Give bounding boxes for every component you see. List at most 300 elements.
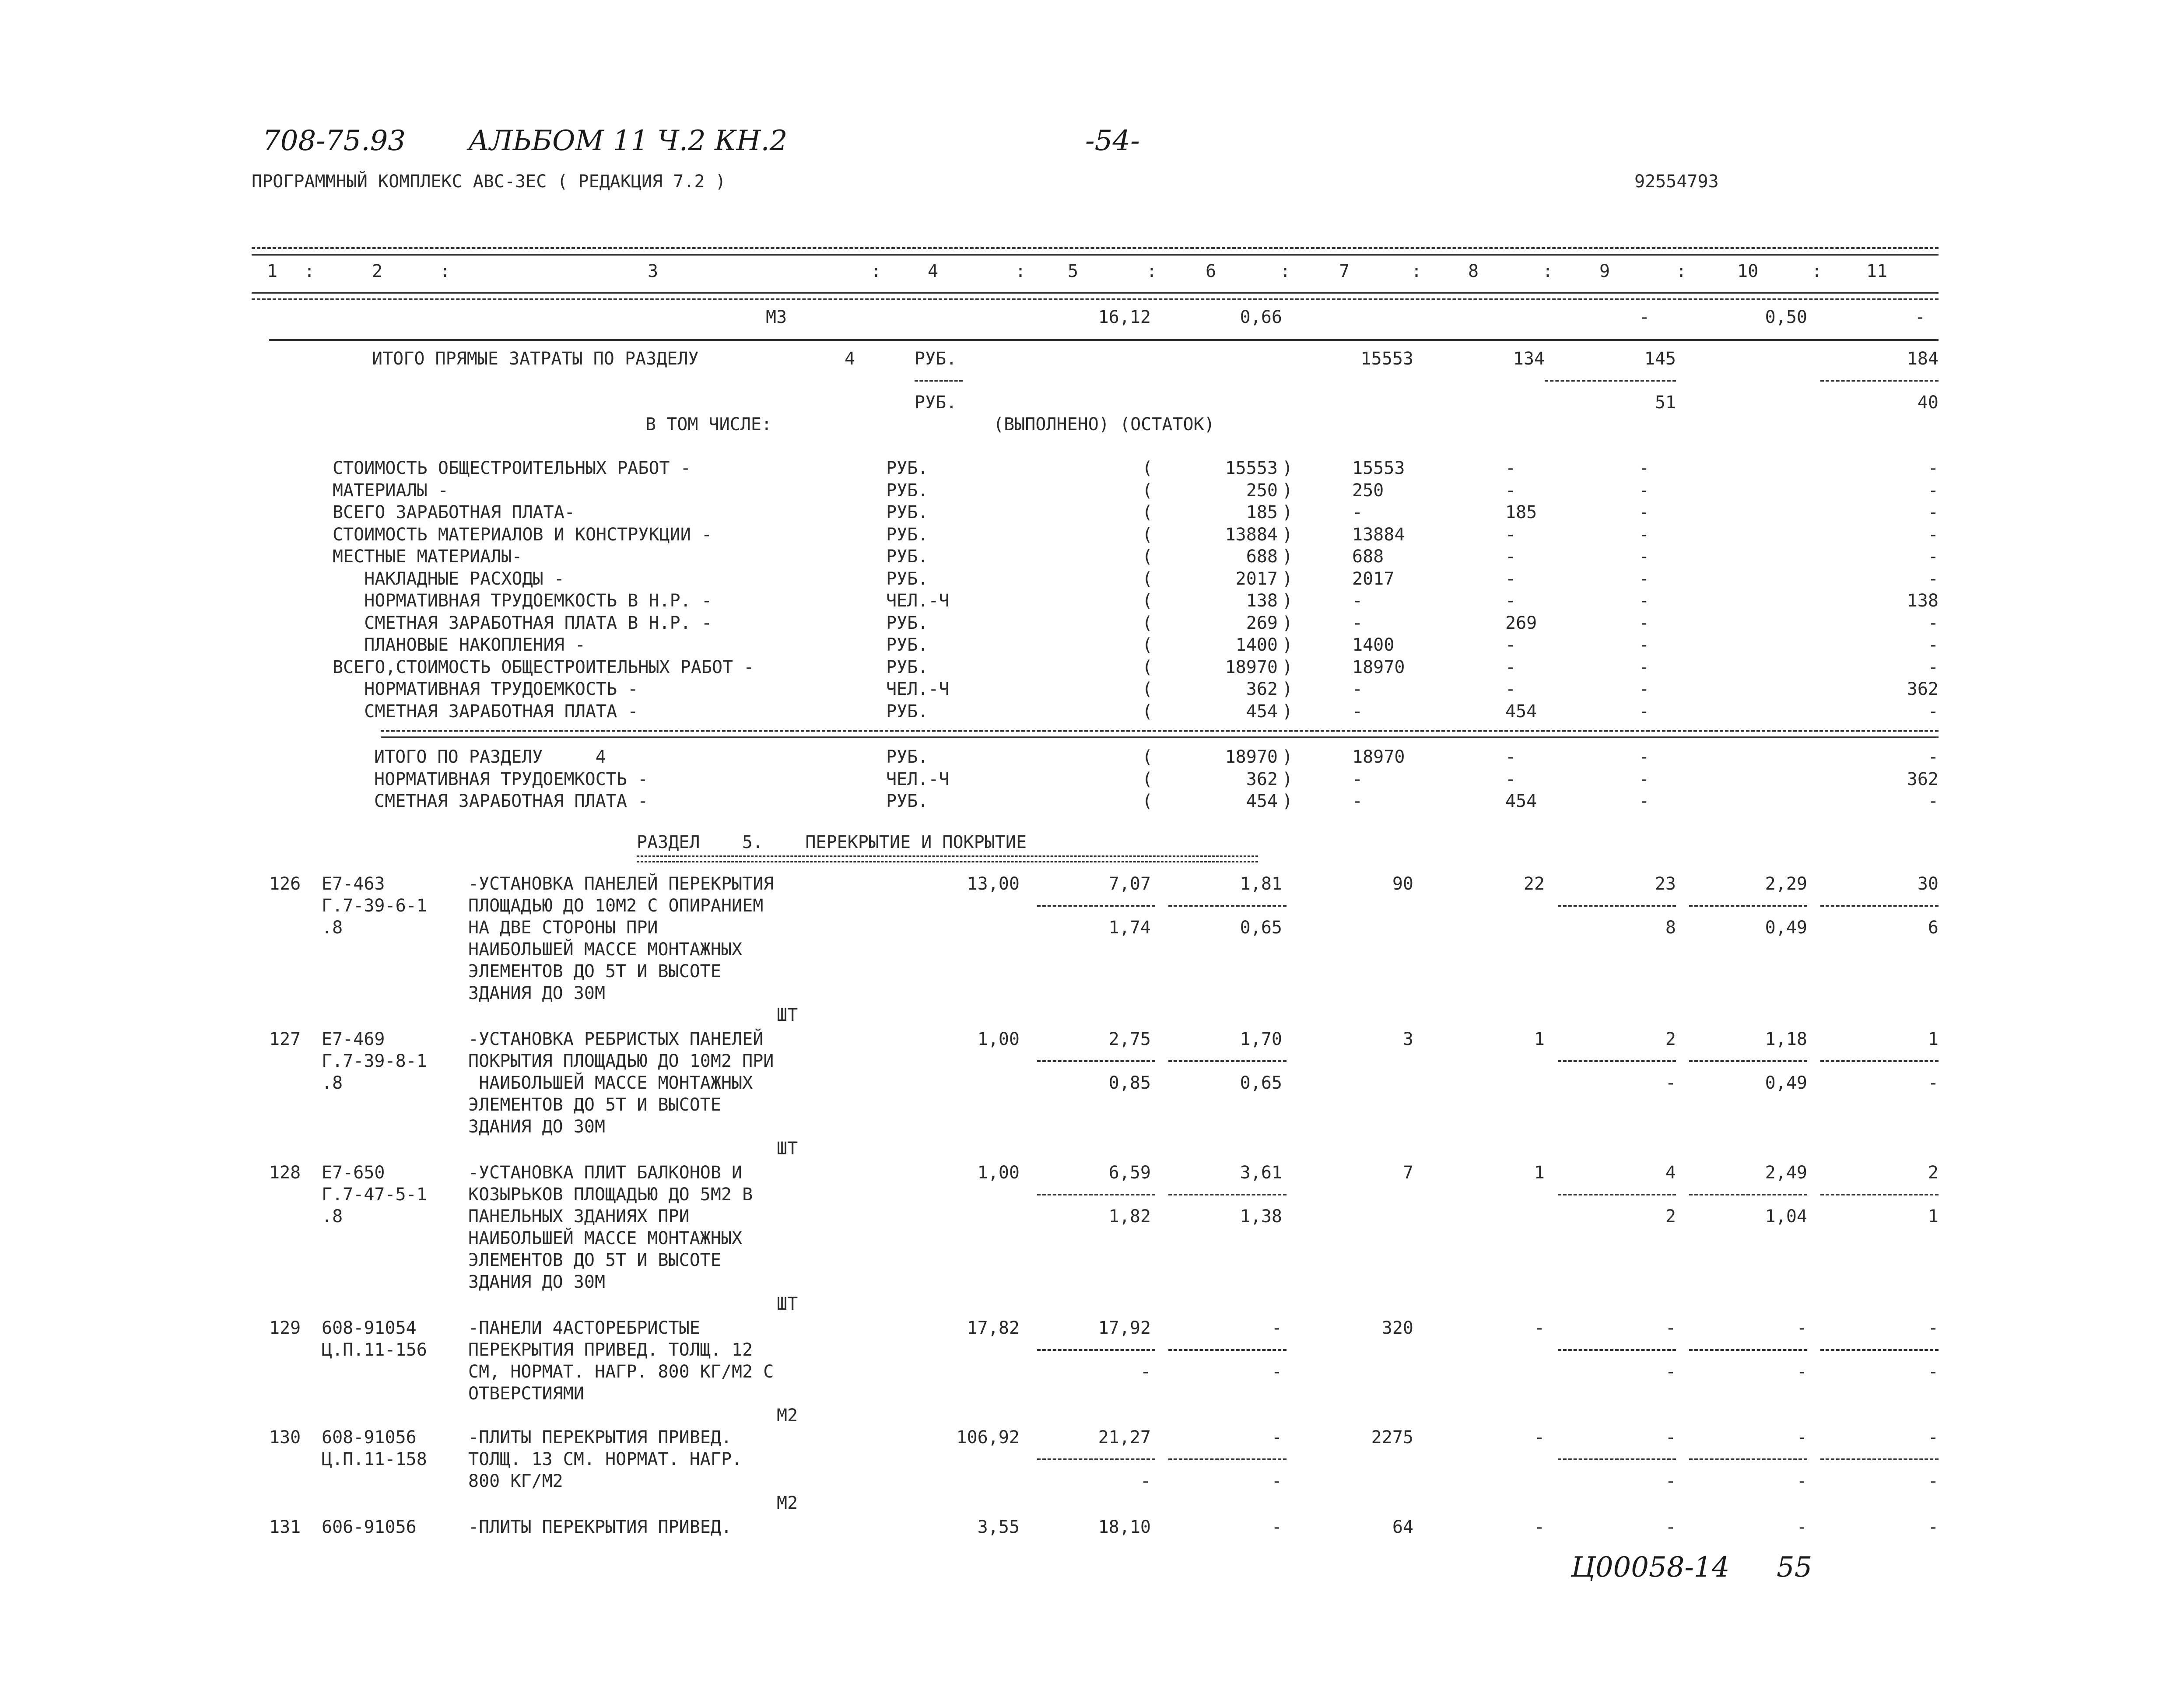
program-title: ПРОГРАММНЫЙ КОМПЛЕКС АВС-3ЕС ( РЕДАКЦИЯ 7.2 ) [252,172,726,192]
item-c10-rule [1689,1458,1807,1460]
cost-unit: РУБ. [886,747,929,767]
item-code-3: .8 [322,1073,343,1093]
item-c9: - [1665,1427,1676,1448]
item-description-line: ЗДАНИЯ ДО 30М [468,1117,606,1137]
cost-c11: - [1928,657,1939,677]
item-description-line: -ПЛИТЫ ПЕРЕКРЫТИЯ ПРИВЕД. [468,1517,732,1537]
section-total-rule-2 [381,736,1939,738]
item-code-3: .8 [322,918,343,938]
item-c10: 2,49 [1765,1163,1807,1183]
item-code-2: Г.7-39-6-1 [322,896,427,916]
item-c9-rule [1558,1194,1676,1195]
item-c11: - [1928,1318,1939,1338]
item-c11-labor: 1 [1928,1206,1939,1227]
item-c9-rule [1558,1458,1676,1460]
cost-c7: 688 [1352,547,1384,567]
cost-c9: - [1639,657,1650,677]
item-c10-labor: 0,49 [1765,918,1807,938]
section4-total-unit: РУБ. [915,349,957,369]
item-c7: 3 [1402,1029,1413,1049]
item-c9: 4 [1665,1163,1676,1183]
cost-label: НОРМАТИВНАЯ ТРУДОЕМКОСТЬ В Н.Р. - [333,591,712,611]
cost-c8: 185 [1505,502,1537,522]
item-code: Е7-469 [322,1029,385,1049]
item-c11: 30 [1917,874,1939,894]
item-quantity: 17,82 [967,1318,1020,1338]
section-total-rule [381,730,1939,732]
cost-c9: - [1639,769,1650,789]
cost-c11: - [1928,502,1939,522]
item-description-line: -УСТАНОВКА РЕБРИСТЫХ ПАНЕЛЕЙ [468,1029,764,1049]
item-code-3: .8 [322,1206,343,1227]
paren-close: ) [1282,524,1293,545]
paren-close: ) [1282,568,1293,589]
cost-c9: - [1639,591,1650,611]
item-unit: М2 [777,1406,798,1426]
c11-rule [1820,380,1939,382]
item-c9-rule [1558,1060,1676,1062]
carryover-c9: - [1639,307,1650,327]
item-c10-rule [1689,905,1807,907]
cost-c9: - [1639,458,1650,478]
section5-title-underline [637,855,1258,862]
cost-c9: - [1639,524,1650,545]
item-c6-rule [1168,1194,1287,1195]
item-number: 128 [269,1163,301,1183]
item-code-2: Г.7-47-5-1 [322,1185,427,1205]
item-description-line: ЭЛЕМЕНТОВ ДО 5Т И ВЫСОТЕ [468,1250,721,1270]
item-description-line: ПАНЕЛЬНЫХ ЗДАНИЯХ ПРИ [468,1206,690,1227]
item-c6: 3,61 [1240,1163,1282,1183]
item-c6-labor: - [1271,1362,1282,1382]
item-c10: 1,18 [1765,1029,1807,1049]
cost-c9: - [1639,613,1650,633]
item-description-line: 800 КГ/М2 [468,1471,563,1491]
item-c11: 2 [1928,1163,1939,1183]
handwritten-document-code: 708-75.93 [263,125,406,157]
item-c6-labor: 1,38 [1240,1206,1282,1227]
cost-unit: РУБ. [886,458,929,478]
item-c9-rule [1558,905,1676,907]
item-code: 606-91056 [322,1517,417,1537]
section4-total-c9: 145 [1644,349,1676,369]
column-header-3: 3 [648,261,659,281]
item-c7: 2275 [1371,1427,1413,1448]
item-description-line: ЭЛЕМЕНТОВ ДО 5Т И ВЫСОТЕ [468,961,721,981]
item-unit: М2 [777,1493,798,1513]
item-code-2: Ц.П.11-158 [322,1449,427,1469]
item-c11-labor: - [1928,1471,1939,1491]
cost-c7: - [1352,679,1363,699]
section4-total-c7: 15553 [1360,349,1413,369]
column-header-5: 5 [1068,261,1079,281]
cost-c11: 138 [1907,591,1939,611]
item-c10-labor: 0,49 [1765,1073,1807,1093]
cost-label: МЕСТНЫЕ МАТЕРИАЛЫ- [333,547,522,567]
item-c10: - [1796,1427,1807,1448]
item-c10: - [1796,1517,1807,1537]
item-c6: - [1271,1318,1282,1338]
item-c11: - [1928,1517,1939,1537]
item-code-2: Ц.П.11-156 [322,1340,427,1360]
cost-c9: - [1639,480,1650,501]
item-c6-rule [1168,1060,1287,1062]
item-c7: 64 [1392,1517,1413,1537]
cost-unit: РУБ. [886,701,929,722]
column-separator: : [304,261,315,281]
cost-c11: - [1928,458,1939,478]
cost-c8: - [1505,591,1516,611]
item-c10-labor: - [1796,1362,1807,1382]
item-c9-labor: 2 [1665,1206,1676,1227]
paren-open: ( [1142,747,1153,767]
item-description-line: ТОЛЩ. 13 СМ. НОРМАТ. НАГР. [468,1449,743,1469]
item-description-line: ПЛОЩАДЬЮ ДО 10М2 С ОПИРАНИЕМ [468,896,764,916]
carryover-rule [269,339,1939,341]
item-c8: - [1534,1427,1545,1448]
item-c9: - [1665,1318,1676,1338]
paren-open: ( [1142,679,1153,699]
cost-c8: - [1505,635,1516,655]
item-c6-rule [1168,1349,1287,1351]
paren-open: ( [1142,701,1153,722]
item-description-line: НАИБОЛЬШЕЙ МАССЕ МОНТАЖНЫХ [468,939,743,960]
item-c5-labor: 1,82 [1108,1206,1151,1227]
item-description-line: -УСТАНОВКА ПАНЕЛЕЙ ПЕРЕКРЫТИЯ [468,874,774,894]
paren-open: ( [1142,591,1153,611]
paren-close: ) [1282,547,1293,567]
handwritten-sheet-number: 55 [1777,1551,1812,1584]
cost-c8: 269 [1505,613,1537,633]
cost-c7: - [1352,701,1363,722]
item-c6: 1,81 [1240,874,1282,894]
column-header-9: 9 [1599,261,1610,281]
cost-done-value: 2017 [1235,568,1278,589]
item-c10-labor: - [1796,1471,1807,1491]
item-c6: - [1271,1517,1282,1537]
handwritten-archive-code: Ц00058-14 [1571,1551,1730,1584]
item-c6-labor: 0,65 [1240,918,1282,938]
item-c10: 2,29 [1765,874,1807,894]
item-code: 608-91054 [322,1318,417,1338]
item-c6-rule [1168,905,1287,907]
cost-done-value: 18970 [1225,747,1278,767]
paren-close: ) [1282,701,1293,722]
item-c9-labor: - [1665,1362,1676,1382]
cost-done-value: 454 [1246,701,1278,722]
cost-label: НАКЛАДНЫЕ РАСХОДЫ - [333,568,564,589]
item-c9-labor: 8 [1665,918,1676,938]
cost-done-value: 18970 [1225,657,1278,677]
paren-open: ( [1142,547,1153,567]
column-header-rule-2 [252,298,1939,300]
item-c11-rule [1820,1194,1939,1195]
cost-label: СТОИМОСТЬ МАТЕРИАЛОВ И КОНСТРУКЦИИ - [333,524,712,545]
section4-total-number: 4 [845,349,855,369]
column-separator: : [1411,261,1422,281]
item-c7: 320 [1381,1318,1413,1338]
column-separator: : [1280,261,1291,281]
paren-open: ( [1142,791,1153,811]
cost-c7: 1400 [1352,635,1395,655]
paren-close: ) [1282,747,1293,767]
paren-close: ) [1282,502,1293,522]
cost-unit: РУБ. [886,657,929,677]
cost-c7: 250 [1352,480,1384,501]
item-unit: ШТ [777,1294,798,1314]
item-quantity: 1,00 [977,1163,1020,1183]
item-c11: - [1928,1427,1939,1448]
item-c5: 17,92 [1098,1318,1151,1338]
cost-c8: - [1505,747,1516,767]
handwritten-album-label: АЛЬБОМ 11 Ч.2 КН.2 [468,125,788,157]
cost-c7: - [1352,502,1363,522]
cost-c8: - [1505,568,1516,589]
item-c10-rule [1689,1060,1807,1062]
item-code-2: Г.7-39-8-1 [322,1051,427,1071]
cost-done-value: 138 [1246,591,1278,611]
item-description-line: НА ДВЕ СТОРОНЫ ПРИ [468,918,658,938]
cost-unit: РУБ. [886,524,929,545]
cost-unit: РУБ. [886,502,929,522]
column-separator: : [1812,261,1823,281]
item-c5-rule [1037,1458,1155,1460]
column-header-4: 4 [928,261,939,281]
item-code: 608-91056 [322,1427,417,1448]
cost-unit: РУБ. [886,568,929,589]
including-label: В ТОМ ЧИСЛЕ: [645,414,772,435]
item-quantity: 13,00 [967,874,1020,894]
cost-c7: - [1352,613,1363,633]
cost-c7: 18970 [1352,657,1405,677]
cost-done-value: 454 [1246,791,1278,811]
paren-open: ( [1142,502,1153,522]
item-c5: 21,27 [1098,1427,1151,1448]
cost-label: СМЕТНАЯ ЗАРАБОТНАЯ ПЛАТА В Н.Р. - [333,613,712,633]
paren-close: ) [1282,791,1293,811]
item-unit: ШТ [777,1139,798,1159]
column-separator: : [871,261,882,281]
cost-unit: РУБ. [886,480,929,501]
cost-c8: - [1505,769,1516,789]
paren-open: ( [1142,769,1153,789]
cost-c7: 2017 [1352,568,1395,589]
item-c11-rule [1820,1060,1939,1062]
item-code: Е7-463 [322,874,385,894]
cost-c9: - [1639,635,1650,655]
cost-label: ВСЕГО,СТОИМОСТЬ ОБЩЕСТРОИТЕЛЬНЫХ РАБОТ - [333,657,754,677]
cost-done-value: 362 [1246,679,1278,699]
table-top-rule-2 [252,254,1939,256]
paren-open: ( [1142,480,1153,501]
item-c6: 1,70 [1240,1029,1282,1049]
cost-unit: РУБ. [886,547,929,567]
item-description-line: ПЕРЕКРЫТИЯ ПРИВЕД. ТОЛЩ. 12 [468,1340,753,1360]
item-c9: 23 [1655,874,1676,894]
item-description-line: -УСТАНОВКА ПЛИТ БАЛКОНОВ И [468,1163,743,1183]
cost-label: ВСЕГО ЗАРАБОТНАЯ ПЛАТА- [333,502,575,522]
paren-close: ) [1282,458,1293,478]
column-separator: : [1542,261,1553,281]
cost-unit: РУБ. [886,791,929,811]
item-number: 129 [269,1318,301,1338]
carryover-c11: - [1914,307,1925,327]
cost-done-value: 1400 [1235,635,1278,655]
cost-c8: - [1505,679,1516,699]
cost-unit: РУБ. [886,635,929,655]
item-c11-labor: - [1928,1073,1939,1093]
item-number: 130 [269,1427,301,1448]
cost-c11: 362 [1907,679,1939,699]
section4-total-label: ИТОГО ПРЯМЫЕ ЗАТРАТЫ ПО РАЗДЕЛУ [372,349,699,369]
cost-unit: ЧЕЛ.-Ч [886,679,950,699]
item-c5-rule [1037,1060,1155,1062]
cost-done-value: 13884 [1225,524,1278,545]
item-description-line: -ПАНЕЛИ 4АСТОРЕБРИСТЫЕ [468,1318,700,1338]
column-header-7: 7 [1339,261,1350,281]
column-header-8: 8 [1468,261,1479,281]
item-c11-rule [1820,1349,1939,1351]
cost-label: СМЕТНАЯ ЗАРАБОТНАЯ ПЛАТА - [333,701,638,722]
cost-label: МАТЕРИАЛЫ - [333,480,449,501]
item-c5-labor: 0,85 [1108,1073,1151,1093]
item-number: 126 [269,874,301,894]
cost-c9: - [1639,547,1650,567]
cost-c8: - [1505,458,1516,478]
cost-c11: - [1928,613,1939,633]
table-top-rule [252,247,1939,249]
item-c9-labor: - [1665,1073,1676,1093]
paren-open: ( [1142,458,1153,478]
item-c11-labor: - [1928,1362,1939,1382]
cost-done-value: 362 [1246,769,1278,789]
cost-c11: - [1928,701,1939,722]
item-number: 127 [269,1029,301,1049]
cost-c11: - [1928,568,1939,589]
item-description-line: СМ, НОРМАТ. НАГР. 800 КГ/М2 С [468,1362,774,1382]
item-description-line: ОТВЕРСТИЯМИ [468,1384,584,1404]
column-header-6: 6 [1206,261,1216,281]
item-c6: - [1271,1427,1282,1448]
item-description-line: ЭЛЕМЕНТОВ ДО 5Т И ВЫСОТЕ [468,1095,721,1115]
column-header-10: 10 [1737,261,1759,281]
item-description-line: ЗДАНИЯ ДО 30М [468,1272,606,1292]
cost-label: НОРМАТИВНАЯ ТРУДОЕМКОСТЬ - [333,679,638,699]
cost-c7: - [1352,591,1363,611]
item-c8: 22 [1523,874,1545,894]
item-description-line: -ПЛИТЫ ПЕРЕКРЫТИЯ ПРИВЕД. [468,1427,732,1448]
item-c11-rule [1820,905,1939,907]
item-c9: 2 [1665,1029,1676,1049]
cost-c11: - [1928,547,1939,567]
cost-c9: - [1639,747,1650,767]
item-c10-rule [1689,1194,1807,1195]
section4-total-c8: 134 [1513,349,1545,369]
item-c5: 2,75 [1108,1029,1151,1049]
column-header-2: 2 [372,261,383,281]
paren-open: ( [1142,657,1153,677]
item-c9: - [1665,1517,1676,1537]
cost-c8: 454 [1505,701,1537,722]
cost-c11: 362 [1907,769,1939,789]
done-remaining-label: (ВЫПОЛНЕНО) (ОСТАТОК) [993,414,1215,435]
cost-label: ПЛАНОВЫЕ НАКОПЛЕНИЯ - [333,635,585,655]
cost-c9: - [1639,568,1650,589]
cost-c7: 15553 [1352,458,1405,478]
paren-close: ) [1282,613,1293,633]
paren-open: ( [1142,635,1153,655]
item-description-line: ПОКРЫТИЯ ПЛОЩАДЬЮ ДО 10М2 ПРИ [468,1051,774,1071]
paren-close: ) [1282,635,1293,655]
cost-c8: - [1505,524,1516,545]
item-c5-labor: - [1140,1362,1151,1382]
paren-open: ( [1142,613,1153,633]
item-c11-rule [1820,1458,1939,1460]
cost-c8: - [1505,657,1516,677]
section4-total-c11b: 40 [1917,393,1939,413]
item-c7: 7 [1402,1163,1413,1183]
item-code: Е7-650 [322,1163,385,1183]
column-separator: : [1015,261,1026,281]
cost-done-value: 15553 [1225,458,1278,478]
item-description-line: НАИБОЛЬШЕЙ МАССЕ МОНТАЖНЫХ [468,1228,743,1248]
item-c8: - [1534,1517,1545,1537]
item-c5: 6,59 [1108,1163,1151,1183]
carryover-c6: 0,66 [1240,307,1282,327]
paren-open: ( [1142,568,1153,589]
cost-unit: ЧЕЛ.-Ч [886,591,950,611]
cost-c8: - [1505,547,1516,567]
item-c5-rule [1037,905,1155,907]
item-quantity: 1,00 [977,1029,1020,1049]
cost-c7: 13884 [1352,524,1405,545]
item-c5: 18,10 [1098,1517,1151,1537]
cost-c11: - [1928,747,1939,767]
cost-c7: - [1352,791,1363,811]
item-unit: ШТ [777,1005,798,1025]
handwritten-page-number: -54- [1085,125,1140,157]
cost-c8: - [1505,480,1516,501]
item-c9-labor: - [1665,1471,1676,1491]
cost-done-value: 688 [1246,547,1278,567]
item-c5: 7,07 [1108,874,1151,894]
item-c11-labor: 6 [1928,918,1939,938]
item-c6-labor: 0,65 [1240,1073,1282,1093]
carryover-unit: М3 [766,307,787,327]
item-c5-rule [1037,1349,1155,1351]
cost-c11: - [1928,480,1939,501]
cost-label: СТОИМОСТЬ ОБЩЕСТРОИТЕЛЬНЫХ РАБОТ - [333,458,691,478]
document-number: 92554793 [1634,172,1719,192]
unit-rule [915,380,963,382]
item-c7: 90 [1392,874,1413,894]
item-quantity: 106,92 [956,1427,1020,1448]
item-quantity: 3,55 [977,1517,1020,1537]
cost-unit: РУБ. [886,613,929,633]
column-separator: : [440,261,451,281]
cost-c9: - [1639,701,1650,722]
section4-total-c9b: 51 [1655,393,1676,413]
cost-label: ИТОГО ПО РАЗДЕЛУ 4 [374,747,606,767]
carryover-c5: 16,12 [1098,307,1151,327]
column-separator: : [1146,261,1157,281]
paren-close: ) [1282,591,1293,611]
section4-total-unit-2: РУБ. [915,393,957,413]
cost-label: СМЕТНАЯ ЗАРАБОТНАЯ ПЛАТА - [374,791,649,811]
cost-label: НОРМАТИВНАЯ ТРУДОЕМКОСТЬ - [374,769,649,789]
cost-c11: - [1928,635,1939,655]
column-header-1: 1 [267,261,278,281]
